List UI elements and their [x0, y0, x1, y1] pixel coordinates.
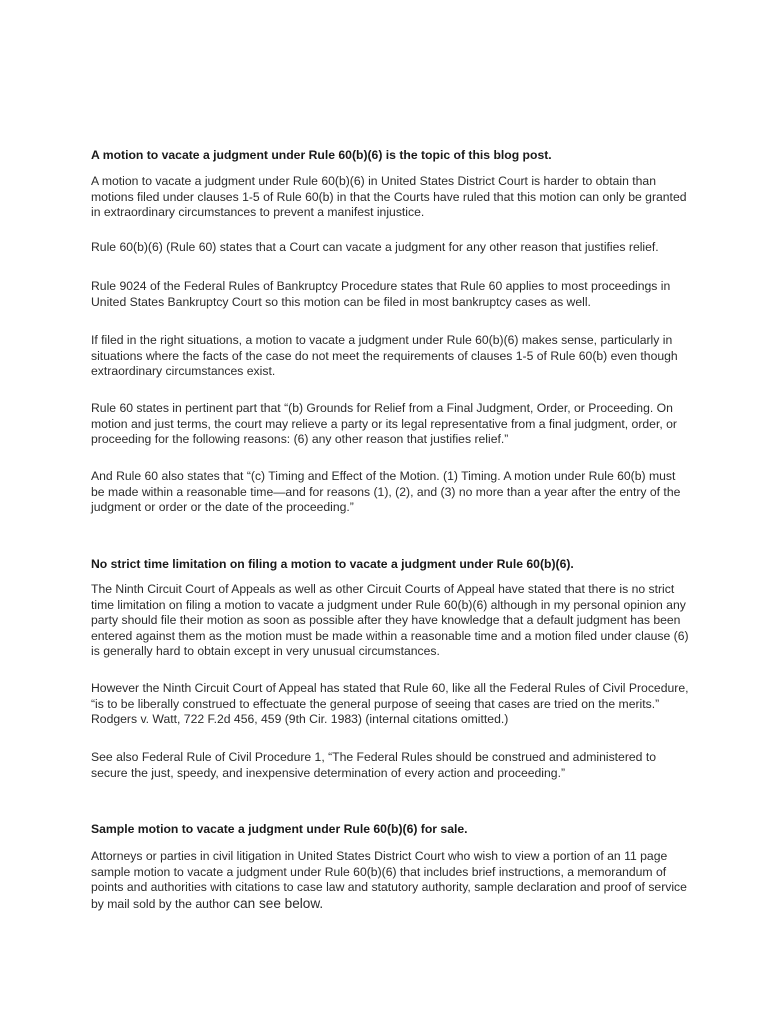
paragraph-rule-60b6: Rule 60(b)(6) (Rule 60) states that a Court can vacate a judgment for any other reason that justifies relief. — [91, 240, 659, 254]
paragraph-liberally-construed: However the Ninth Circuit Court of Appeal has stated that Rule 60, like all the Federal Rules of Civil Procedure, “is to be liberally construed to effectuate the general purpose of seeing that cases are tried on the merits.” Rodgers v. Watt, 722 F.2d 456, 459 (9th Cir. 1983) (internal citations omitted.) — [91, 681, 689, 727]
paragraph-right-situations: If filed in the right situations, a motion to vacate a judgment under Rule 60(b)(6) makes sense, particularly in situations where the facts of the case do not meet the requirements of clauses 1-5 of Rule 60(b) even though extraordinary circumstances exist. — [91, 333, 678, 379]
paragraph-ninth-circuit: The Ninth Circuit Court of Appeals as well as other Circuit Courts of Appeal have stated that there is no strict time limitation on filing a motion to vacate a judgment under Rule 60(b)(6) although in my personal opinion any party should file their motion as soon as possible after they have knowledge that a default judgment has been entered against them as the motion must be made within a reasonable time and a motion filed under clause (6) is generally hard to obtain except in very unusual circumstances. — [91, 582, 689, 659]
paragraph-intro: A motion to vacate a judgment under Rule 60(b)(6) in United States District Court is harder to obtain than motions filed under clauses 1-5 of Rule 60(b) in that the Courts have ruled that this motion can only be granted in extraordinary circumstances to prevent a manifest injustice. — [91, 174, 687, 220]
paragraph-rule-60-grounds: Rule 60 states in pertinent part that “(b) Grounds for Relief from a Final Judgment, Order, or Proceeding. On motion and just terms, the court may relieve a party or its legal representative from a final judgment, order, or proceeding for the following reasons: (6) any other reason that justifies relief.” — [91, 401, 677, 447]
heading-sample-motion: Sample motion to vacate a judgment under Rule 60(b)(6) for sale. — [91, 822, 468, 836]
heading-time-limitation: No strict time limitation on filing a motion to vacate a judgment under Rule 60(b)(6). — [91, 557, 574, 571]
paragraph-frcp-1: See also Federal Rule of Civil Procedure 1, “The Federal Rules should be construed and administered to secure the just, speedy, and inexpensive determination of every action and proceeding.” — [91, 750, 656, 780]
heading-topic: A motion to vacate a judgment under Rule 60(b)(6) is the topic of this blog post. — [91, 148, 552, 162]
paragraph-sample-motion — [91, 849, 691, 912]
paragraph-rule-9024: Rule 9024 of the Federal Rules of Bankruptcy Procedure states that Rule 60 applies to most proceedings in United States Bankruptcy Court so this motion can be filed in most bankruptcy cases as well. — [91, 279, 671, 309]
sample-motion-text: Attorneys or parties in civil litigation in United States District Court who wish to view a portion of an 11 page sample motion to vacate a judgment under Rule 60(b)(6) that includes brief instructions, a memorandum of points and authorities with citations to case law and statutory authority, sample declaration and proof of service by mail sold by the author — [91, 849, 687, 911]
paragraph-rule-60-timing: And Rule 60 also states that “(c) Timing and Effect of the Motion. (1) Timing. A motion under Rule 60(b) must be made within a reasonable time—and for reasons (1), (2), and (3) no more than a year after the entry of the judgment or order or the date of the proceeding.” — [91, 469, 681, 515]
sample-motion-link-text: can see below. — [233, 895, 324, 911]
